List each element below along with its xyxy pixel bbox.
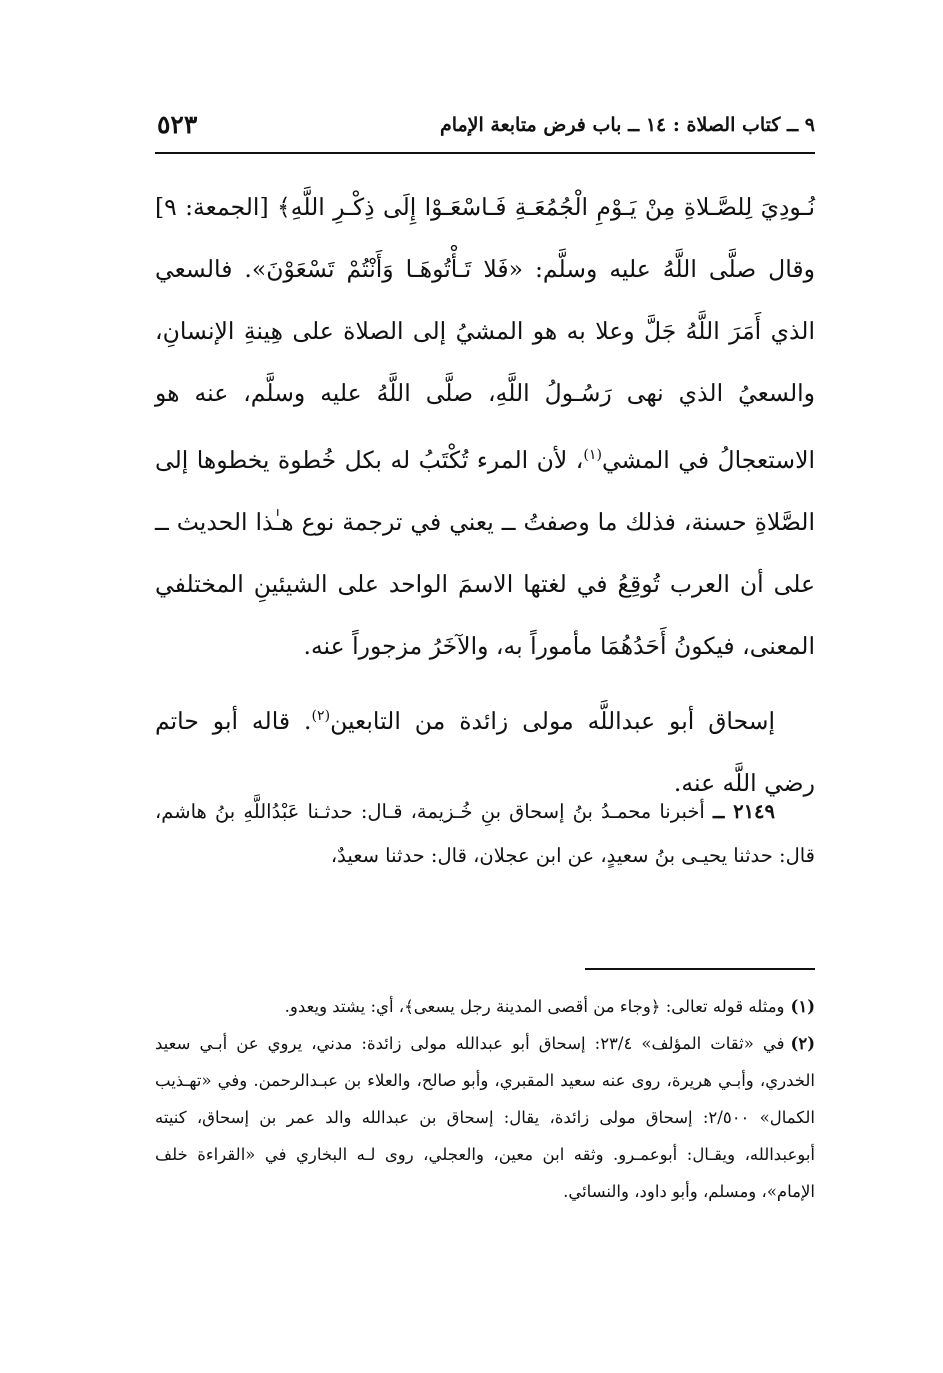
footnote-1 bbox=[155, 988, 815, 1025]
paragraph-1-rest: ، لأن المرء تُكْتَبُ له بكل خُطوة يخطوها إلى الصَّلاةِ حسنة، فذلك ما وصفتُ ــ يعني في ترجمة نوع هـٰذا الحديث ــ على أن العرب تُوقِعُ في لغتها الاسمَ الواحد على الشيئينِ المختلفي المعنى، فيكونُ أَحَدُهُمَا مأموراً به، والآخَرُ مزجوراً عنه. bbox=[155, 445, 815, 660]
footnote-1-text: ومثله قوله تعالى: ﴿وجاء من أقصى المدينة رجل يسعى﴾، أي: يشتد ويعدو. bbox=[284, 997, 785, 1016]
footnote-2-text: في «ثقات المؤلف» ٢٣/٤: إسحاق أبو عبدالله مولى زائدة: مدني، يروي عن أبـي سعيد الخدري، وأبـي هريرة، روى عنه سعيد المقبري، وأبو صالح، والعلاء بن عبـدالرحمن. وفي «تهـذيب الكمال» ٢/٥٠٠: إسحاق مولى زائدة، يقال: إسحاق بن عبدالله والد عمر بن إسحاق، كنيته أبوعبدالله، ويقـال: أبوعمـرو. وثقه ابن معين، والعجلي، روى لـه البخاري في «القراءة خلف الإمام»، ومسلم، وأبو داود، والنسائي. bbox=[155, 1034, 815, 1201]
footnote-ref-2: (٢) bbox=[311, 707, 331, 724]
running-title: ٩ ــ كتاب الصلاة : ١٤ ــ باب فرض متابعة الإمام bbox=[439, 114, 815, 136]
main-text bbox=[155, 176, 815, 814]
footnote-2 bbox=[155, 1025, 815, 1210]
footnote-separator bbox=[585, 968, 815, 970]
paragraph-1-text: نُـودِيَ لِلصَّـلاةِ مِنْ يَـوْمِ الْجُمُعَـةِ فَـاسْعَـوْا إِلَى ذِكْـرِ اللَّهِ﴾ [الجمعة: ٩] وقال صلَّى اللَّهُ عليه وسلَّم: «فَلا تَـأْتُوهَـا وَأَنْتُمْ تَسْعَوْنَ». فالسعي الذي أَمَرَ اللَّهُ جَلَّ وعلا به هو المشيُ إلى الصلاة على هِينةِ الإنسانِ، والسعيُ الذي نهى رَسُـولُ اللَّهِ، صلَّى اللَّهُ عليه وسلَّم، عنه هو الاستعجالُ في المشي bbox=[155, 193, 815, 474]
hadith-number: ٢١٤٩ ــ bbox=[712, 800, 775, 823]
hadith-paragraph bbox=[155, 790, 815, 878]
footnote-1-marker: (١) bbox=[790, 997, 815, 1016]
page-header bbox=[155, 108, 815, 154]
paragraph-2-rest: . قاله أبو حاتم رضي اللَّه عنه. bbox=[155, 706, 815, 797]
paragraph-1 bbox=[155, 176, 815, 677]
footnotes bbox=[155, 988, 815, 1210]
footnote-ref-1: (١) bbox=[583, 447, 602, 463]
footnote-2-marker: (٢) bbox=[790, 1034, 815, 1053]
page-number: ٥٢٣ bbox=[157, 110, 198, 139]
hadith-text: أخبرنا محمـدُ بنُ إسحاق بنِ خُـزيمة، قـال: حدثـنا عَبْدُاللَّهِ بنُ هاشم، قال: حدثنا يحيـى بنُ سعيدٍ، عن ابن عجلان، قال: حدثنا سعيدٌ، bbox=[155, 800, 815, 867]
hadith-block bbox=[155, 790, 815, 878]
paragraph-2-text: إسحاق أبو عبداللَّه مولى زائدة من التابعين bbox=[330, 706, 775, 735]
